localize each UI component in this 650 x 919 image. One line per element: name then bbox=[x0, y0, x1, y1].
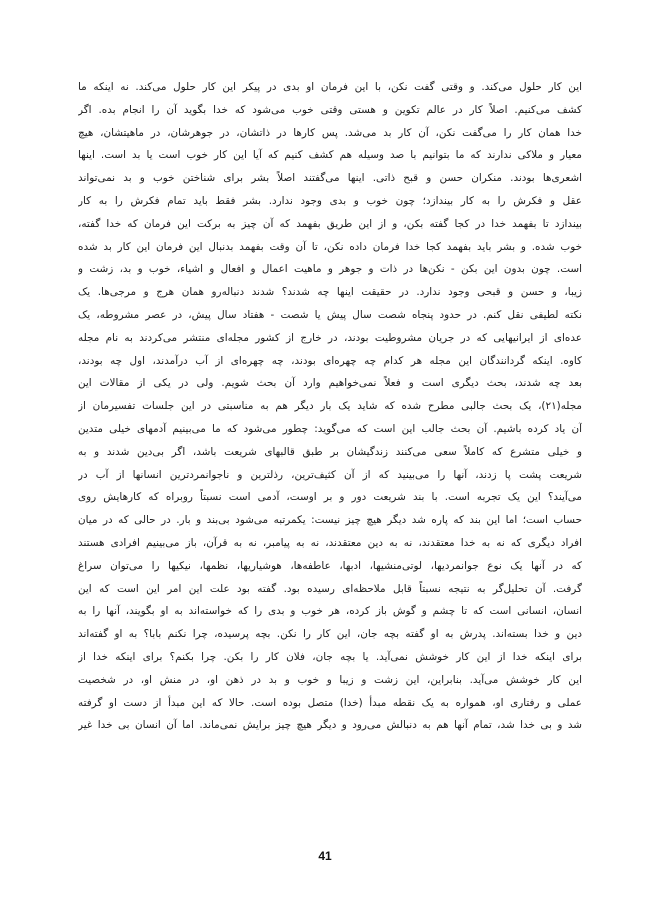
text-line: معیار و ملاکی ندارند که ما بتوانیم با صد وسیله هم کشف کنیم که آیا این کار خوب است یا بد است. اینها bbox=[78, 149, 582, 162]
text-line: افراد دیگری که نه به خدا معتقدند، نه به دین معتقدند، نه به پیامبر، نه به قرآن، باز می‌بینیم افرادی هستند bbox=[78, 536, 582, 549]
text-line: کاوه. اینکه گردانندگان این مجله هر کدام چه چهره‌ای بودند، چه چهره‌ای از آب درآمدند، اول چه بودند، bbox=[78, 354, 582, 367]
text-line: عملی و رفتاری او، همواره به یک نقطه مبدأ (خدا) متصل بوده است. حالا که این مبدأ از دست او گرفته bbox=[78, 696, 582, 709]
text-line: خدا همان کار را می‌گفت نکن، آن کار بد می‌شد. پس کارها در ذاتشان، در جوهرشان، در ماهیتشان، هیچ bbox=[78, 126, 582, 139]
text-line: برای اینکه خدا از این کار خوشش نمی‌آید. یا بچه جان، فلان کار را بکن. چرا بکنم؟ برای اینکه خدا از bbox=[78, 650, 582, 663]
text-line: می‌آیند؟ این یک تجربه است. با بند شریعت دور و بر اوست، آدمی است نسبتاً روبراه که کارهایش روی bbox=[78, 491, 582, 504]
text-line: بیندازد تا بفهمد خدا در کجا گفته بکن، و از این طریق بفهمد که آن چیز به برکت این فرمان که خدا گفته، bbox=[78, 217, 582, 230]
text-line: شریعت پشت پا زدند، آنها را می‌بینید که از آن کثیف‌ترین، رذلترین و ناجوانمردترین انسانها از آب در bbox=[78, 468, 582, 481]
text-line: این کار خوشش می‌آید. بنابراین، این زشت و زیبا و خوب و بد در ذهن او، در منش او، در شخصیت bbox=[78, 673, 582, 686]
text-line: و خیلی متشرع که کاملاً سعی می‌کنند زندگیشان بر طبق قالبهای شریعت باشد، اگر بی‌دین شدند و به bbox=[78, 445, 582, 458]
text-line: زیبا، و حسن و قبحی وجود ندارد. در حقیقت اینها چه شدند؟ شدند دنباله‌رو همان هرج و مرجی‌ها. یک bbox=[78, 286, 582, 299]
text-line: نکته لطیفی نقل کنم. در حدود پنجاه شصت سال پیش یا شصت - هفتاد سال پیش، در عصر مشروطه، یک bbox=[78, 308, 582, 321]
text-line: این کار حلول می‌کند. و وقتی گفت نکن، با این فرمان او بدی در پیکر این کار حلول می‌کند. نه اینکه ما bbox=[78, 81, 582, 93]
text-line: انسان، انسانی است که تا چشم و گوش باز کرده، هر خوب و بدی را که خواسته‌اند به او بگویند، آنها را به bbox=[78, 605, 582, 618]
text-line: خوب شده. و بشر باید بفهمد کجا خدا فرمان داده نکن، تا آن وقت بفهمد بدنبال این فرمان این کار بد شده bbox=[78, 240, 582, 253]
text-line: بعد چه شدند، بحث دیگری است و فعلاً نمی‌خواهیم وارد آن بحث شویم. ولی در یکی از مقالات این bbox=[78, 377, 582, 390]
text-line: شد و بی خدا شد، تمام آنها هم به دنبالش می‌رود و دیگر هیچ چیز برایش نمی‌ماند. اما آن انسان بی خدا غیر bbox=[78, 719, 582, 732]
text-line: دین و خدا بسته‌اند. پدرش به او گفته بچه جان، این کار را نکن. بچه پرسیده، چرا نکنم بابا؟ به او گفته‌اند bbox=[78, 628, 582, 641]
text-line: کشف می‌کنیم. اصلاً کار در عالم تکوین و هستی وقتی خوب می‌شود که خدا بگوید آن را انجام بده. اگر bbox=[78, 103, 582, 116]
text-line: حساب است؛ اما این بند که پاره شد دیگر هیچ چیز نیست: یکمرتبه می‌شود بی‌بند و بار. در حالی که در میان bbox=[78, 514, 582, 527]
text-line: گرفت. آن تحلیل‌گر به نتیجه نسبتاً قابل ملاحظه‌ای رسیده بود. گفته بود علت این امر این است که این bbox=[78, 582, 582, 595]
body-text bbox=[78, 76, 582, 737]
text-line: آن یاد کرده باشیم. آن بحث جالب این است که می‌گوید: چطور می‌شود که ما می‌بینیم آدمهای خیلی متدین bbox=[78, 422, 582, 435]
text-line: است. چون بدون این بکن - نکن‌ها در ذات و جوهر و ماهیت اعمال و افعال و اشیاء، خوب و بد، زشت و bbox=[78, 263, 582, 276]
page-number: 41 bbox=[318, 849, 332, 863]
text-line: که در آنها یک نوع جوانمردیها، لوتی‌منشیها، ادبها، عاطفه‌ها، هوشیاریها، نظمها، نیکیها را می‌توان سراغ bbox=[78, 559, 582, 572]
text-line: عقل و فکرش را به کار بیندازد؛ چون خوب و بدی وجود ندارد. بشر فقط باید تمام فکرش را به کار bbox=[78, 194, 582, 207]
text-line: اشعری‌ها بودند. منکران حسن و قبح ذاتی. اینها می‌گفتند اصلاً بشر برای شناختن خوب و بد نمی‌تواند bbox=[78, 172, 582, 185]
text-line: مجله(۲۱)، یک بحث جالبی مطرح شده که شاید یک بار دیگر هم به مناسبتی در این جلسات تفسیرمان از bbox=[78, 400, 582, 413]
text-line: عده‌ای از ایرانیهایی که در جریان مشروطیت بودند، در خارج از کشور مجله‌ای منتشر می‌کردند به نام مجله bbox=[78, 331, 582, 344]
